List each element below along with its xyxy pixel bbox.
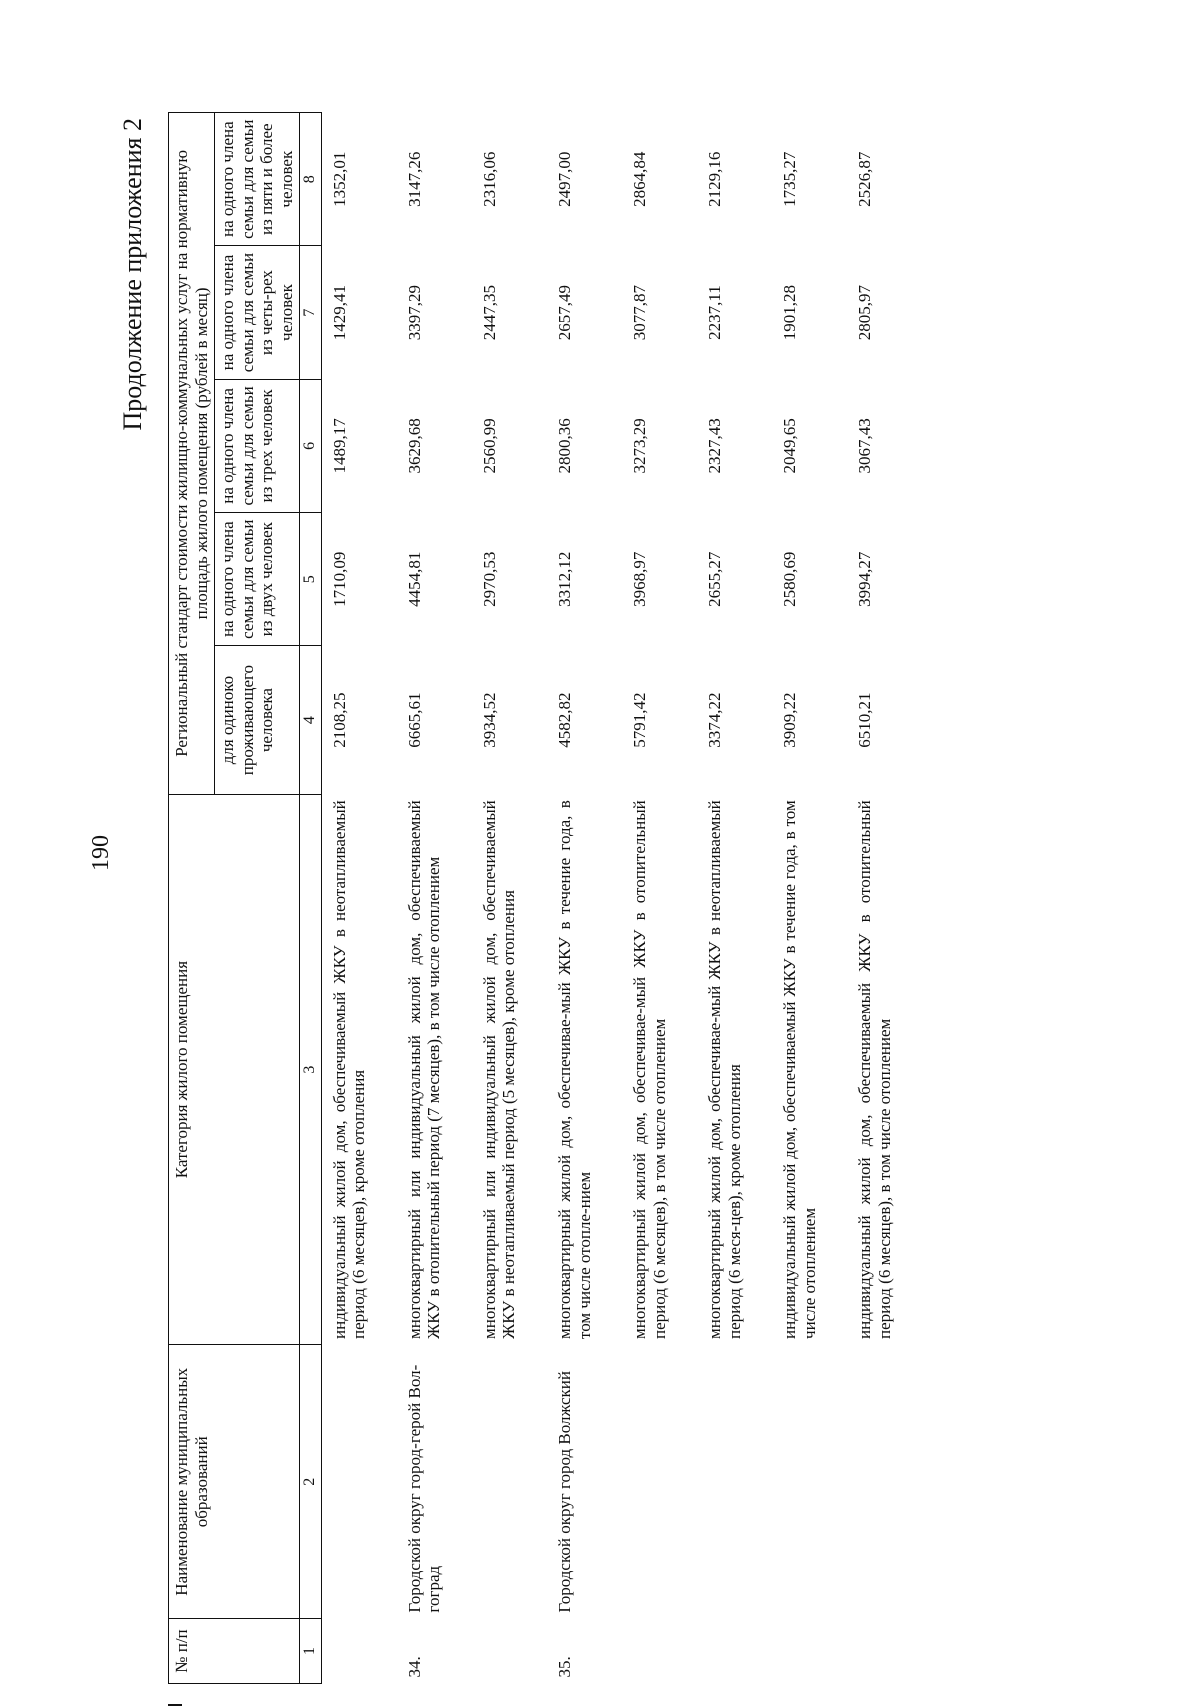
- table-row: [547, 113, 622, 1684]
- header-single: для одиноко проживающего человека: [215, 646, 300, 794]
- col-number: 5: [300, 513, 321, 646]
- cost-value: 1489,17: [329, 418, 349, 474]
- header-family-3: на одного члена семьи для семьи из трех человек: [215, 379, 300, 512]
- cost-value: 2447,35: [479, 284, 499, 341]
- cost-value: 2237,11: [705, 285, 725, 340]
- cost-value: 1710,09: [329, 551, 349, 607]
- header-num: № п/п: [169, 1619, 300, 1684]
- header-category: Категория жилого помещения: [169, 794, 300, 1345]
- housing-category: индивидуальный жилой дом, обеспечиваемый ЖКУ в неотапливаемый период (6 месяцев), кроме отопления: [329, 800, 369, 1339]
- table-row: [772, 113, 847, 1684]
- municipality-name: [772, 1345, 847, 1619]
- header-family-2: на одного члена семьи для семьи из двух человек: [215, 513, 300, 646]
- cost-value: 6510,21: [855, 692, 875, 748]
- table-row: [697, 113, 772, 1684]
- appendix-title: Продолжение приложения 2: [118, 118, 147, 431]
- cost-value: 3397,29: [404, 284, 424, 341]
- col-number: 1: [300, 1619, 321, 1684]
- housing-category: многоквартирный или индивидуальный жилой дом, обеспечиваемый ЖКУ в неотапливаемый период (5 месяцев), кроме отопления: [479, 800, 519, 1339]
- cost-value: 3968,97: [630, 551, 650, 607]
- cost-value: 3312,12: [554, 551, 574, 607]
- cost-value: 3147,26: [404, 151, 424, 207]
- cost-value: 2316,06: [479, 151, 499, 207]
- cost-value: 3077,87: [630, 284, 650, 341]
- cost-value: 2580,69: [780, 551, 800, 607]
- housing-category: многоквартирный жилой дом, обеспечивае-мый ЖКУ в течение года, в том числе отопле-нием: [554, 800, 594, 1339]
- table-row: [397, 113, 472, 1684]
- cost-value: 3909,22: [780, 692, 800, 748]
- row-number: [697, 1619, 772, 1684]
- cost-value: 2049,65: [780, 418, 800, 474]
- cost-value: 2560,99: [479, 418, 499, 474]
- municipality-name: Городской округ город Волжский: [554, 1371, 574, 1613]
- table-row: [472, 113, 547, 1684]
- standard-cost-table: [168, 112, 922, 1684]
- cost-value: 1901,28: [780, 284, 800, 341]
- cost-value: 2805,97: [855, 284, 875, 341]
- row-number: 34.: [404, 1656, 424, 1678]
- housing-category: многоквартирный жилой дом, обеспечивае-мый ЖКУ в неотапливаемый период (6 меся-цев), кроме отопления: [705, 800, 744, 1339]
- municipality-name: [697, 1345, 772, 1619]
- housing-category: многоквартирный или индивидуальный жилой дом, обеспечиваемый ЖКУ в отопительный период (7 месяцев), в том числе отоплением: [404, 800, 444, 1339]
- cost-value: 2497,00: [554, 151, 574, 207]
- header-family-4: на одного члена семьи для семьи из четы-рех человек: [215, 246, 300, 379]
- cost-value: 3067,43: [855, 418, 875, 474]
- municipality-name: [321, 1345, 397, 1619]
- table-row: [847, 113, 922, 1684]
- cost-value: 3629,68: [404, 418, 424, 474]
- cost-value: 1352,01: [329, 151, 349, 207]
- col-number: 8: [300, 113, 321, 246]
- cost-value: 3934,52: [479, 692, 499, 748]
- col-number: 3: [300, 794, 321, 1345]
- cost-value: 2864,84: [630, 151, 650, 207]
- col-number: 2: [300, 1345, 321, 1619]
- cost-value: 1429,41: [329, 284, 349, 341]
- municipality-name: [472, 1345, 547, 1619]
- housing-category: индивидуальный жилой дом, обеспечиваемый ЖКУ в течение года, в том числе отоплением: [780, 800, 819, 1339]
- row-number: [321, 1619, 397, 1684]
- municipality-name: [622, 1345, 697, 1619]
- cost-value: 5791,42: [630, 692, 650, 748]
- row-number: [847, 1619, 922, 1684]
- cost-value: 2970,53: [479, 551, 499, 607]
- table-row: [321, 113, 397, 1684]
- row-number: [472, 1619, 547, 1684]
- cost-value: 2655,27: [705, 551, 725, 607]
- col-number: 4: [300, 646, 321, 794]
- cost-value: 2657,49: [554, 284, 574, 341]
- cost-value: 4582,82: [554, 692, 574, 748]
- cost-value: 2526,87: [855, 151, 875, 207]
- cost-value: 3273,29: [630, 418, 650, 474]
- cost-value: 3994,27: [855, 551, 875, 607]
- page-number: 190: [88, 835, 114, 871]
- cost-value: 2800,36: [554, 418, 574, 474]
- municipality-name: [847, 1345, 922, 1619]
- row-number: 35.: [554, 1656, 574, 1678]
- header-standard-group: Региональный стандарт стоимости жилищно-коммунальных услуг на нормативную площадь жилого помещения (рублей в месяц): [169, 113, 215, 795]
- housing-category: многоквартирный жилой дом, обеспечивае-мый ЖКУ в отопительный период (6 месяцев), в том числе отоплением: [630, 800, 669, 1339]
- col-number: 7: [300, 246, 321, 379]
- cost-value: 1735,27: [780, 151, 800, 207]
- row-number: [622, 1619, 697, 1684]
- header-family-5: на одного члена семьи для семьи из пяти и более человек: [215, 113, 300, 246]
- header-municipality: Наименование муниципальных образований: [169, 1345, 300, 1619]
- cost-value: 2129,16: [705, 151, 725, 207]
- row-number: [772, 1619, 847, 1684]
- cost-value: 6665,61: [404, 692, 424, 748]
- col-number: 6: [300, 379, 321, 512]
- cost-value: 2108,25: [329, 692, 349, 748]
- cost-value: 3374,22: [705, 692, 725, 748]
- table-body: [321, 113, 922, 1684]
- cost-value: 4454,81: [404, 551, 424, 607]
- table-row: [622, 113, 697, 1684]
- municipality-name: Городской округ город-герой Вол-гоград: [404, 1364, 444, 1613]
- housing-category: индивидуальный жилой дом, обеспечиваемый ЖКУ в отопительный период (6 месяцев), в том числе отоплением: [855, 800, 894, 1339]
- cost-value: 2327,43: [705, 418, 725, 474]
